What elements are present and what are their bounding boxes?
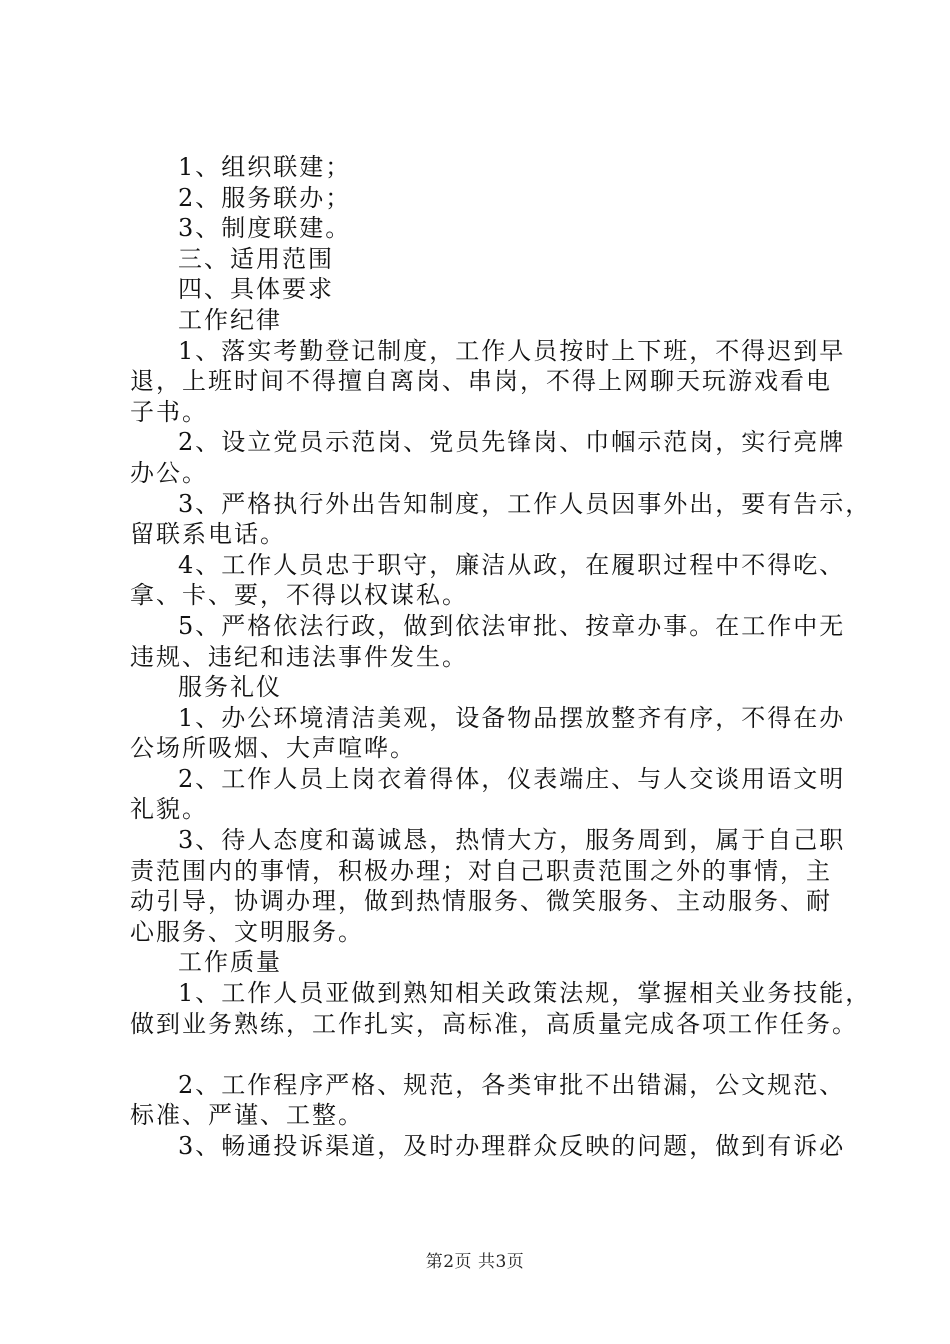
section-heading-requirements: 四、具体要求 — [178, 275, 334, 304]
section-heading-scope: 三、适用范围 — [178, 244, 334, 273]
paragraph-line: 1、办公环境清洁美观，设备物品摆放整齐有序，不得在办 — [178, 703, 846, 732]
paragraph-line: 3、畅通投诉渠道，及时办理群众反映的问题，做到有诉必 — [178, 1132, 846, 1160]
paragraph-line: 做到业务熟练，工作扎实，高标准，高质量完成各项工作任务。 — [130, 1009, 858, 1038]
page-number-footer: 第2页 共3页 — [425, 1252, 525, 1272]
paragraph-line: 礼貌。 — [130, 795, 208, 824]
document-body — [130, 152, 872, 1162]
paragraph-line: 4、工作人员忠于职守，廉洁从政，在履职过程中不得吃、 — [178, 550, 846, 579]
paragraph-line: 子书。 — [130, 397, 208, 426]
subheading-service-etiquette: 服务礼仪 — [178, 673, 282, 702]
list-item-1: 1、组织联建； — [178, 153, 352, 181]
paragraph-line: 动引导，协调办理，做到热情服务、微笑服务、主动服务、耐 — [130, 887, 832, 916]
paragraph-line: 心服务、文明服务。 — [130, 917, 364, 946]
paragraph-line: 5、严格依法行政，做到依法审批、按章办事。在工作中无 — [178, 611, 846, 640]
paragraph-line: 公场所吸烟、大声喧哗。 — [130, 734, 416, 763]
paragraph-line: 3、严格执行外出告知制度，工作人员因事外出，要有告示， — [178, 489, 872, 518]
paragraph-line: 办公。 — [130, 458, 208, 487]
paragraph-line: 2、设立党员示范岗、党员先锋岗、巾帼示范岗，实行亮牌 — [178, 428, 846, 457]
paragraph-line: 2、工作程序严格、规范，各类审批不出错漏，公文规范、 — [178, 1070, 846, 1099]
paragraph-line: 退，上班时间不得擅自离岗、串岗，不得上网聊天玩游戏看电 — [130, 367, 832, 396]
paragraph-line: 2、工作人员上岗衣着得体，仪表端庄、与人交谈用语文明 — [178, 764, 846, 793]
paragraph-line: 3、待人态度和蔼诚恳，热情大方，服务周到，属于自己职 — [178, 826, 846, 855]
paragraph-line: 1、工作人员亚做到熟知相关政策法规，掌握相关业务技能， — [178, 979, 872, 1008]
subheading-work-quality: 工作质量 — [178, 948, 282, 977]
list-item-3: 3、制度联建。 — [178, 214, 352, 243]
paragraph-line: 拿、卡、要，不得以权谋私。 — [130, 581, 468, 610]
blank-line — [130, 1039, 850, 1070]
list-item-2: 2、服务联办； — [178, 183, 352, 212]
paragraph-line: 标准、严谨、工整。 — [130, 1101, 364, 1130]
subheading-work-discipline: 工作纪律 — [178, 305, 282, 334]
paragraph-line: 违规、违纪和违法事件发生。 — [130, 642, 468, 671]
paragraph-line: 责范围内的事情，积极办理；对自己职责范围之外的事情，主 — [130, 856, 832, 885]
paragraph-line: 1、落实考勤登记制度，工作人员按时上下班，不得迟到早 — [178, 336, 846, 365]
paragraph-line: 留联系电话。 — [130, 520, 286, 549]
